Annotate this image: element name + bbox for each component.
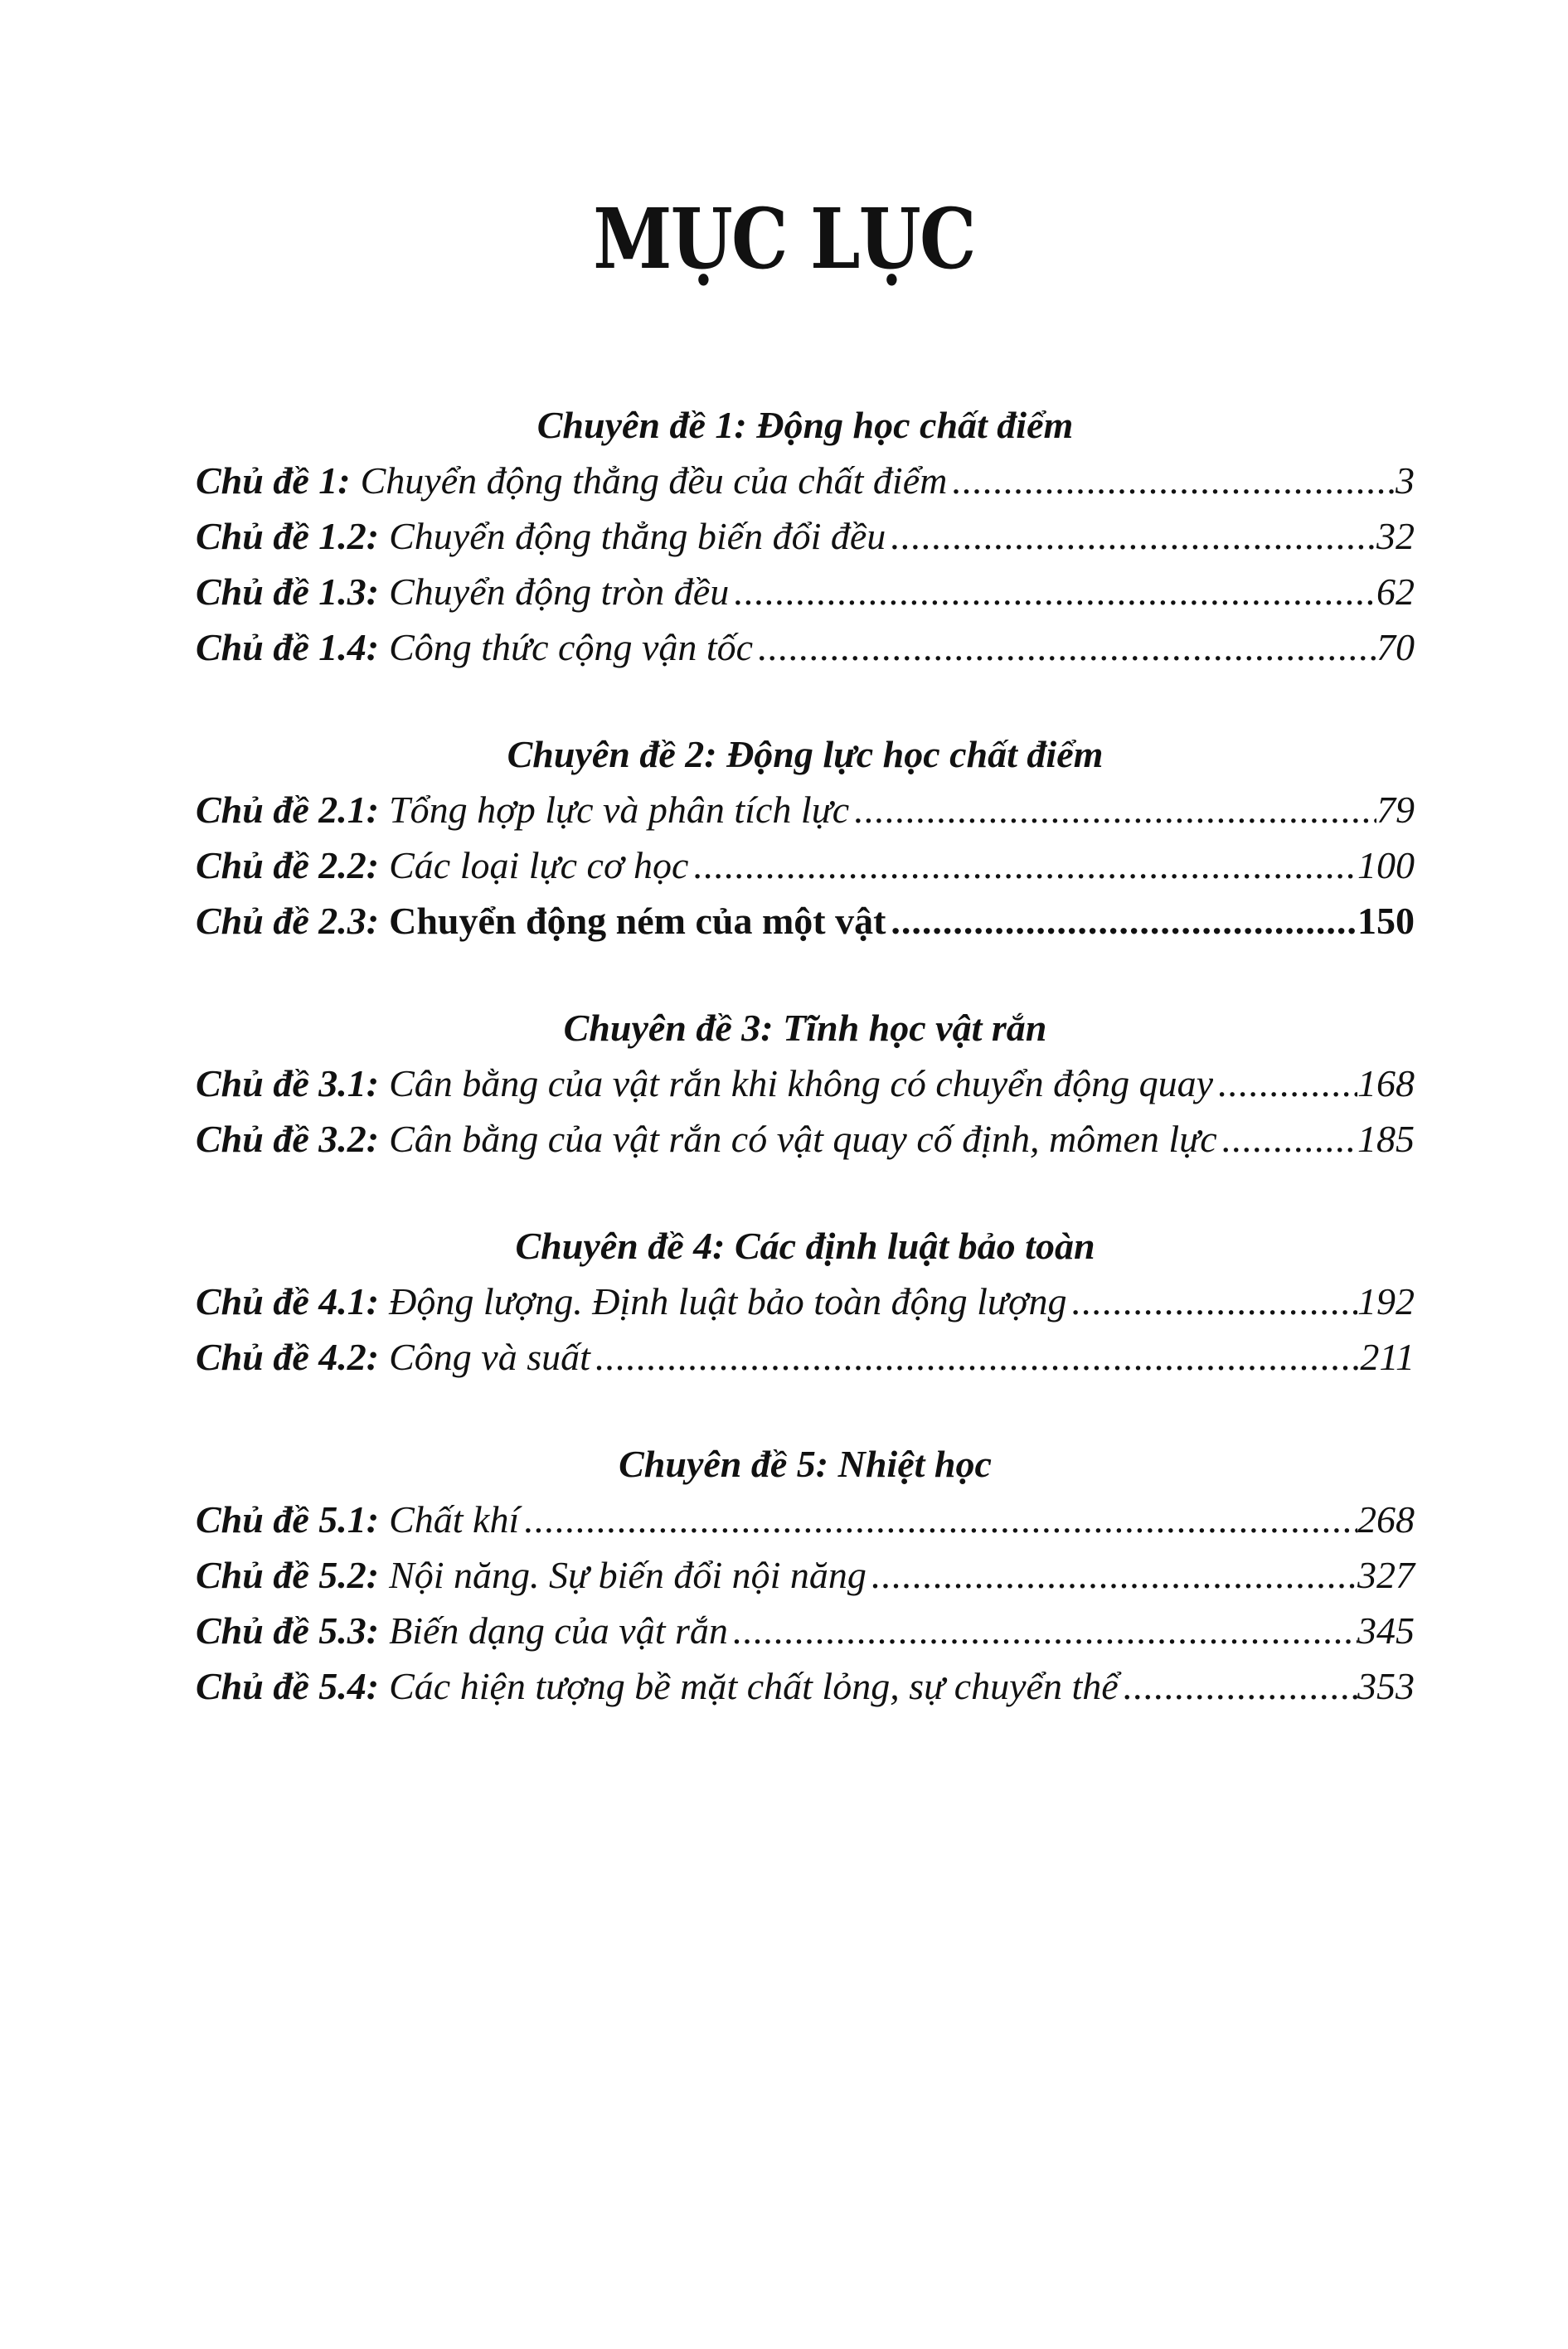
toc-entry[interactable] — [196, 1111, 1415, 1167]
entry-page-number: 192 — [1357, 1280, 1415, 1323]
toc-entry[interactable] — [196, 837, 1415, 893]
entry-label: Chủ đề 3.1: — [196, 1062, 380, 1104]
entry-page-number: 79 — [1376, 789, 1415, 831]
toc-entry[interactable] — [196, 1547, 1415, 1603]
toc-entry[interactable] — [196, 1329, 1415, 1385]
entry-title: Các loại lực cơ học — [389, 844, 689, 886]
section-heading: Chuyên đề 2: Động lực học chất điểm — [507, 733, 1104, 775]
entry-title: Biến dạng của vật rắn — [389, 1609, 728, 1652]
dot-leader — [519, 1492, 1357, 1547]
dot-leader — [867, 1547, 1357, 1603]
entry-title: Các hiện tượng bề mặt chất lỏng, sự chuyển thể — [389, 1665, 1119, 1707]
entry-label: Chủ đề 4.1: — [196, 1280, 380, 1323]
toc-section-2 — [196, 727, 1415, 949]
toc-entry[interactable] — [196, 508, 1415, 564]
entry-page-number: 211 — [1360, 1336, 1415, 1378]
entry-title: Tổng hợp lực và phân tích lực — [389, 789, 850, 831]
dot-leader — [753, 619, 1376, 675]
entry-label: Chủ đề 2.2: — [196, 844, 380, 886]
entry-page-number: 150 — [1357, 900, 1415, 942]
dot-leader — [886, 508, 1376, 564]
toc-section-3 — [196, 1001, 1415, 1167]
entry-page-number: 327 — [1357, 1554, 1415, 1596]
entry-page-number: 32 — [1376, 515, 1415, 557]
entry-title: Công và suất — [389, 1336, 590, 1378]
section-heading: Chuyên đề 1: Động học chất điểm — [536, 404, 1074, 446]
entry-title: Chuyển động thẳng đều của chất điểm — [360, 459, 948, 502]
entry-label: Chủ đề 5.2: — [196, 1554, 380, 1596]
entry-label: Chủ đề 1: — [196, 459, 351, 502]
dot-leader — [1067, 1274, 1358, 1329]
section-heading: Chuyên đề 5: Nhiệt học — [619, 1443, 992, 1485]
toc-section-4 — [196, 1219, 1415, 1385]
dot-leader — [728, 1603, 1357, 1658]
entry-title: Chuyển động thẳng biến đổi đều — [389, 515, 886, 557]
entry-label: Chủ đề 4.2: — [196, 1336, 380, 1378]
toc-entry[interactable] — [196, 1658, 1415, 1714]
dot-leader — [1119, 1658, 1357, 1714]
dot-leader — [849, 782, 1376, 837]
toc-entry[interactable] — [196, 1274, 1415, 1329]
entry-page-number: 100 — [1357, 844, 1415, 886]
entry-title: Công thức cộng vận tốc — [389, 626, 754, 668]
toc-entry[interactable] — [196, 782, 1415, 837]
entry-label: Chủ đề 3.2: — [196, 1118, 380, 1160]
toc-entry[interactable] — [196, 564, 1415, 619]
entry-label: Chủ đề 2.3: — [196, 900, 380, 942]
entry-label: Chủ đề 1.3: — [196, 570, 380, 613]
entry-title: Cân bằng của vật rắn khi không có chuyển động quay — [389, 1062, 1213, 1104]
dot-leader — [590, 1329, 1361, 1385]
entry-label: Chủ đề 5.1: — [196, 1498, 380, 1541]
entry-page-number: 62 — [1376, 570, 1415, 613]
toc-entry[interactable] — [196, 893, 1415, 949]
toc-section-5 — [196, 1437, 1415, 1714]
entry-label: Chủ đề 5.3: — [196, 1609, 380, 1652]
toc-section-1 — [196, 398, 1415, 675]
dot-leader — [1217, 1111, 1357, 1167]
toc-entry[interactable] — [196, 1056, 1415, 1111]
entry-label: Chủ đề 1.4: — [196, 626, 380, 668]
entry-page-number: 268 — [1357, 1498, 1415, 1541]
entry-title: Chuyển động tròn đều — [389, 570, 730, 613]
toc-entry[interactable] — [196, 619, 1415, 675]
section-heading: Chuyên đề 4: Các định luật bảo toàn — [515, 1225, 1095, 1267]
entry-page-number: 70 — [1376, 626, 1415, 668]
entry-label: Chủ đề 2.1: — [196, 789, 380, 831]
entry-title: Chất khí — [389, 1498, 520, 1541]
entry-title: Động lượng. Định luật bảo toàn động lượng — [389, 1280, 1067, 1323]
entry-title: Chuyển động ném của một vật — [389, 900, 886, 942]
dot-leader — [947, 453, 1396, 508]
dot-leader — [1213, 1056, 1357, 1111]
table-of-contents — [196, 398, 1415, 1766]
entry-page-number: 168 — [1357, 1062, 1415, 1104]
entry-page-number: 353 — [1357, 1665, 1415, 1707]
entry-page-number: 185 — [1357, 1118, 1415, 1160]
entry-page-number: 345 — [1357, 1609, 1415, 1652]
toc-entry[interactable] — [196, 1603, 1415, 1658]
toc-entry[interactable] — [196, 1492, 1415, 1547]
dot-leader — [886, 893, 1357, 949]
entry-page-number: 3 — [1396, 459, 1415, 502]
toc-entry[interactable] — [196, 453, 1415, 508]
section-heading: Chuyên đề 3: Tĩnh học vật rắn — [563, 1007, 1047, 1049]
entry-label: Chủ đề 5.4: — [196, 1665, 380, 1707]
entry-title: Cân bằng của vật rắn có vật quay cố định, mômen lực — [389, 1118, 1217, 1160]
dot-leader — [688, 837, 1357, 893]
dot-leader — [729, 564, 1376, 619]
page-title: MỤC LỤC — [593, 190, 975, 288]
entry-title: Nội năng. Sự biến đổi nội năng — [389, 1554, 867, 1596]
entry-label: Chủ đề 1.2: — [196, 515, 380, 557]
